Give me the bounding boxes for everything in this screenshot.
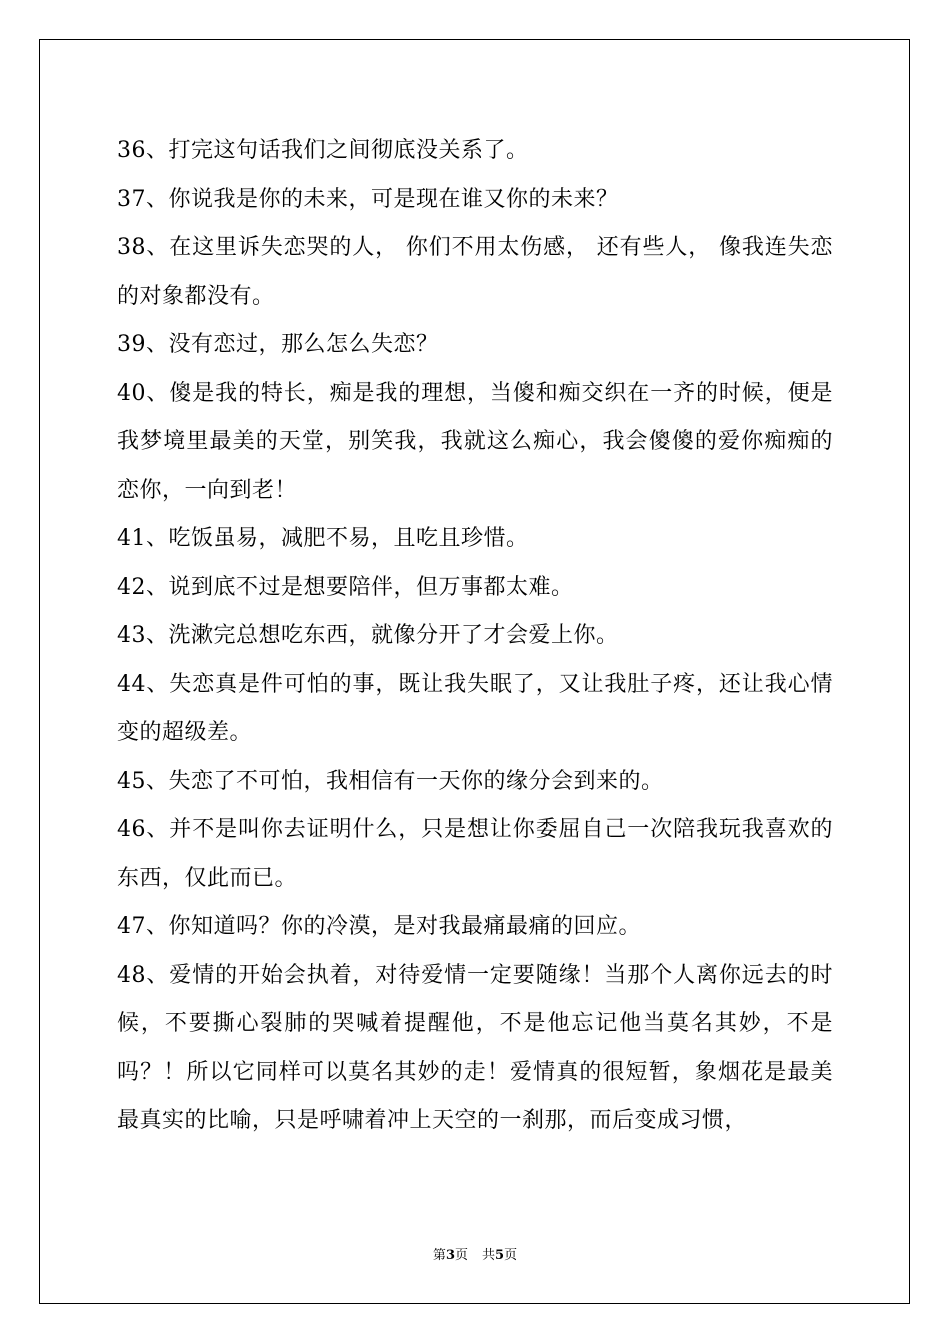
page-current: 3 xyxy=(445,1248,455,1263)
paragraph-40: 40、傻是我的特长，痴是我的理想，当傻和痴交织在一齐的时候，便是我梦境里最美的天堂，别笑我，我就这么痴心，我会傻傻的爱你痴痴的恋你，一向到老！ xyxy=(117,380,833,503)
paragraph-46: 46、并不是叫你去证明什么，只是想让你委屈自己一次陪我玩我喜欢的东西，仅此而已。 xyxy=(117,817,833,891)
total-prefix: 共 xyxy=(482,1248,496,1263)
paragraph-36: 36、打完这句话我们之间彻底没关系了。 xyxy=(117,138,529,163)
document-body xyxy=(117,127,833,1146)
paragraph-42: 42、说到底不过是想要陪伴，但万事都太难。 xyxy=(117,574,574,600)
page-total: 5 xyxy=(495,1248,505,1263)
paragraph-43: 43、洗漱完总想吃东西，就像分开了才会爱上你。 xyxy=(117,623,619,648)
page-prefix: 第 xyxy=(432,1248,446,1263)
page-footer xyxy=(0,1247,950,1265)
paragraph-41: 41、吃饭虽易，减肥不易，且吃且珍惜。 xyxy=(117,526,529,551)
paragraph-44: 44、失恋真是件可怕的事，既让我失眠了，又让我肚子疼，还让我心情变的超级差。 xyxy=(117,671,833,745)
paragraph-39: 39、没有恋过，那么怎么失恋？ xyxy=(117,332,439,357)
page-suffix: 页 xyxy=(454,1248,468,1263)
paragraph-47: 47、你知道吗？你的冷漠，是对我最痛最痛的回应。 xyxy=(117,914,641,939)
paragraph-38: 38、在这里诉失恋哭的人， 你们不用太伤感， 还有些人， 像我连失恋的对象都没有。 xyxy=(117,235,833,309)
paragraph-37: 37、你说我是你的未来，可是现在谁又你的未来？ xyxy=(117,186,619,212)
total-suffix: 页 xyxy=(504,1248,518,1263)
paragraph-48: 48、爱情的开始会执着，对待爱情一定要随缘！当那个人离你远去的时候，不要撕心裂肺的哭喊着提醒他，不是他忘记他当莫名其妙，不是吗？！所以它同样可以莫名其妙的走！爱情真的很短暂，象烟花是最美最真实的比喻，只是呼啸着冲上天空的一刹那，而后变成习惯， xyxy=(117,962,833,1133)
paragraph-45: 45、失恋了不可怕，我相信有一天你的缘分会到来的。 xyxy=(117,768,664,794)
